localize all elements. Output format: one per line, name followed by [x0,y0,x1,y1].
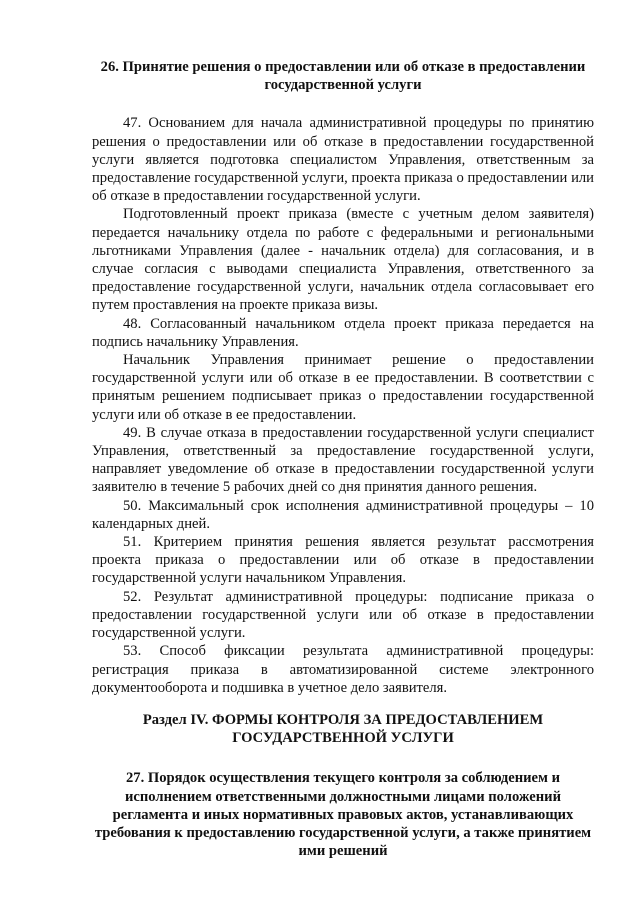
heading-27: 27. Порядок осуществления текущего контроля за соблюдением и исполнением ответственными должностными лицами положений регламента и иных нормативных правовых актов, устанавливающих требования к предоставлению государственной услуги, а также принятием ими решений [94,770,592,860]
paragraph-draft-order: Подготовленный проект приказа (вместе с учетным делом заявителя) передается начальнику отдела по работе с федеральными и региональными льготниками Управления (далее - начальник отдела) для согласования, и в случае согласия с выводами специалиста Управления, ответственного за предоставление государственной услуги, начальник отдела согласовывает его путем проставления на проекте приказа визы. [92,206,594,314]
paragraph-53: 53. Способ фиксации результата административной процедуры: регистрация приказа в автоматизированной системе электронного документооборота и подшивка в учетное дело заявителя. [92,643,594,696]
paragraph-48: 48. Согласованный начальником отдела проект приказа передается на подпись начальнику Управления. [92,315,594,350]
heading-26: 26. Принятие решения о предоставлении или об отказе в предоставлении государственной услуги [100,59,586,94]
paragraph-50: 50. Максимальный срок исполнения административной процедуры – 10 календарных дней. [92,497,594,532]
paragraph-head-decision: Начальник Управления принимает решение о предоставлении государственной услуги или об отказе в ее предоставлении. В соответствии с принятым решением подписывает приказ о предоставлении государственной услуги или об отказе в ее предоставлении. [92,352,594,423]
paragraph-52: 52. Результат административной процедуры: подписание приказа о предоставлении государственной услуги или об отказе в предоставлении государственной услуги. [92,588,594,642]
paragraph-51: 51. Критерием принятия решения является результат рассмотрения проекта приказа о предоставлении или об отказе в предоставлении государственной услуги начальником Управления. [92,534,594,587]
paragraph-49: 49. В случае отказа в предоставлении государственной услуги специалист Управления, ответственный за предоставление государственной услуги, направляет уведомление об отказе в предоставлении государственной услуги заявителю в течение 5 рабочих дней со дня принятия данного решения. [92,424,594,496]
paragraph-47: 47. Основанием для начала административной процедуры по принятию решения о предоставлении или об отказе в предоставлении государственной услуги является подготовка специалистом Управления, ответственным за предоставление государственной услуги, проекта приказа о предоставлении или об отказе в предоставлении государственной услуги. [92,115,594,205]
section-title: Раздел IV. ФОРМЫ КОНТРОЛЯ ЗА ПРЕДОСТАВЛЕНИЕМ ГОСУДАРСТВЕННОЙ УСЛУГИ [142,711,544,747]
